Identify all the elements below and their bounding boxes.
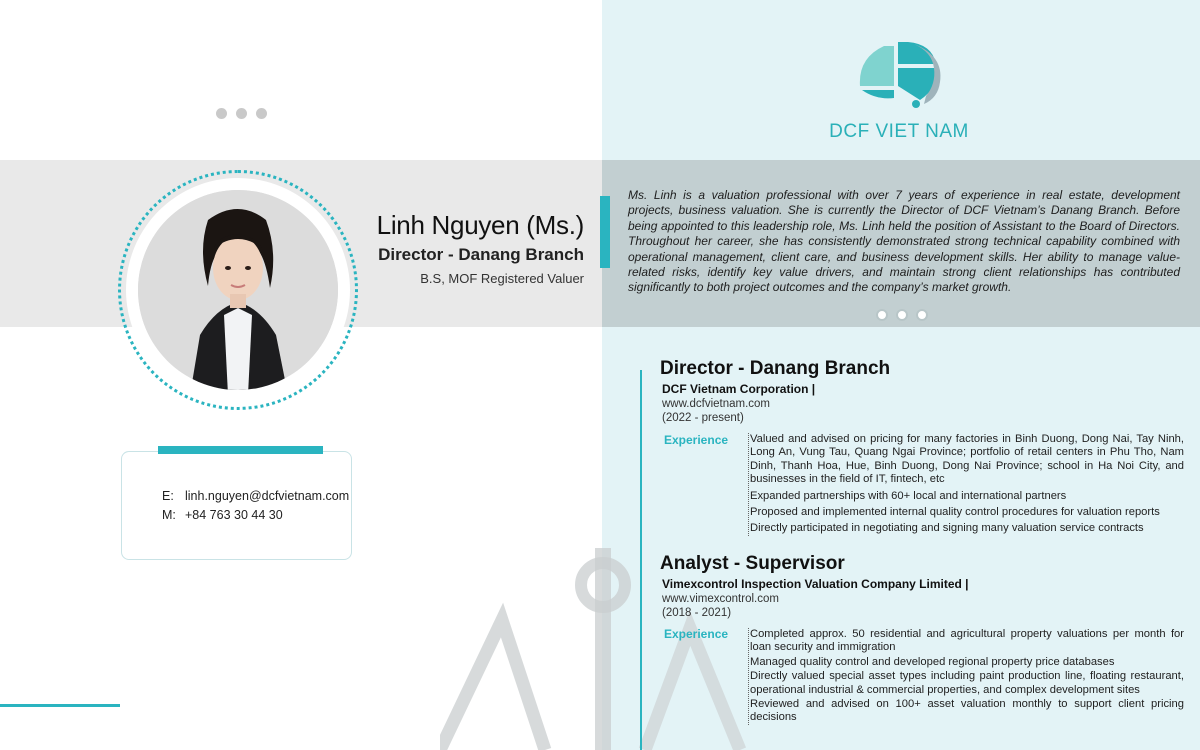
experience-item: Directly valued special asset types including paint production line, floating restaurant, operational industrial & commercial properties, and complex development sites	[750, 670, 1184, 696]
contact-card-accent	[158, 446, 323, 454]
experience-list	[748, 628, 1184, 725]
dot	[256, 108, 267, 119]
job-company: Vimexcontrol Inspection Valuation Company Limited |	[662, 577, 969, 591]
person-name: Linh Nguyen (Ms.)	[376, 210, 584, 240]
experience-label: Experience	[664, 627, 729, 641]
dot	[236, 108, 247, 119]
experience-item: Completed approx. 50 residential and agricultural property valuations per month for loan security and immigration	[750, 628, 1184, 654]
job-entry	[660, 358, 1190, 535]
phone-number[interactable]: +84 763 30 44 30	[185, 508, 283, 522]
dcf-logo-icon	[854, 38, 944, 110]
brand-name: DCF VIET NAM	[829, 121, 969, 142]
portrait-photo	[138, 190, 338, 390]
person-credential: B.S, MOF Registered Valuer	[420, 271, 584, 286]
phone-row	[162, 508, 283, 522]
email-label: E:	[162, 489, 174, 503]
bio-text: Ms. Linh is a valuation professional with over 7 years of experience in real estate, development projects, business valuation. She is currently the Director of DCF Vietnam’s Danang Branch. Before being appointed to this leadership role, Ms. Linh held the position of Assistant to the Board of Directors. Throughout her career, she has consistently demonstrated strong technical capability combined with operational management, client care, and business development skills. Her ability to manage value-related risks, identify key value drivers, and maintain strong client relationships has contributed significantly to both project outcomes and the company’s market growth.	[628, 188, 1180, 295]
experience-item: Reviewed and advised on 100+ asset valuation monthly to support client pricing decisions	[750, 698, 1184, 724]
portrait-photo-icon	[138, 190, 338, 390]
carousel-dot[interactable]	[916, 309, 928, 321]
contact-card	[121, 451, 352, 560]
experience-list	[748, 433, 1184, 536]
experience-item: Valued and advised on pricing for many factories in Binh Duong, Dong Nai, Tay Ninh, Long An, Vung Tau, Quang Ngai Province; portfolio of retail centers in Phu Tho, Nam Dinh, Thanh Hoa, Hue, Binh Duong, Dong Nai Province; school in Ha Noi City, and businesses in the field of IT, fintech, etc	[750, 433, 1184, 486]
email-row	[162, 489, 349, 503]
experience-item: Managed quality control and developed regional property price databases	[750, 655, 1115, 668]
carousel-dots-top	[216, 108, 267, 119]
job-dates: (2022 - present)	[662, 412, 744, 424]
phone-label: M:	[162, 508, 176, 522]
job-role: Director - Danang Branch	[660, 358, 891, 379]
bottom-accent-line	[0, 704, 120, 707]
carousel-dot[interactable]	[896, 309, 908, 321]
job-entry	[660, 553, 1190, 724]
job-dates: (2018 - 2021)	[662, 607, 732, 619]
experience-item: Directly participated in negotiating and signing many valuation service contracts	[750, 522, 1144, 535]
experience-item: Proposed and implemented internal quality control procedures for valuation reports	[750, 506, 1160, 519]
timeline-line	[640, 370, 642, 750]
carousel-dots	[876, 309, 928, 321]
person-title: Director - Danang Branch	[378, 245, 584, 264]
teal-accent-bar	[600, 196, 610, 268]
job-role: Analyst - Supervisor	[660, 553, 845, 574]
email-link[interactable]: linh.nguyen@dcfvietnam.com	[185, 489, 350, 503]
experience-label: Experience	[664, 433, 729, 447]
experience-item: Expanded partnerships with 60+ local and international partners	[750, 489, 1067, 502]
job-url[interactable]: www.vimexcontrol.com	[662, 593, 779, 605]
job-company: DCF Vietnam Corporation |	[662, 382, 816, 396]
job-url[interactable]: www.dcfvietnam.com	[662, 398, 771, 410]
profile-heading	[377, 210, 584, 286]
carousel-dot[interactable]	[876, 309, 888, 321]
dot	[216, 108, 227, 119]
